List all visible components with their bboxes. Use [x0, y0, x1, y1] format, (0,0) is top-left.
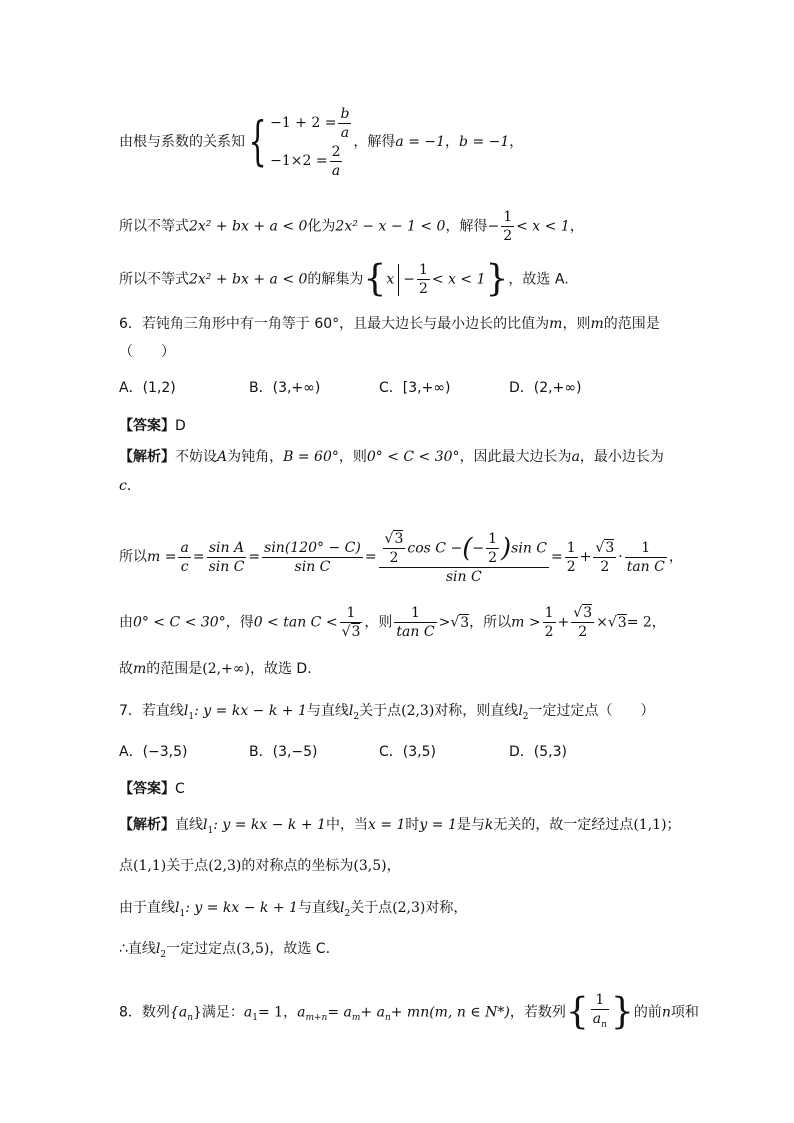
q8-stem: 8．数列$\{a_n\}$满足：$a_1= 1$，$a_{m+n}= a_m+ a_n+ mn(m$, n ∈ N*)，若数列{ $\frac{1}{a_n}$ }的前n项和 [119, 991, 699, 1033]
q6-formula-line: 所以m = $\frac{a}{c}$ = $\frac{\text{sin A}}{\text{sin C}}$ = $\frac{\sin(120^\circ - C)}{\text{sin C}}$ = $\frac{√3}{2}$ cos C −(− $\frac{1}{2}$ )sin C sin C = $\frac{1}{2}$ + $\frac{√3}{2}$ · $\frac{1}{\text{tan C}}$ ， [119, 528, 683, 586]
q6-option-d: D．(2,+∞) [509, 380, 582, 396]
q7-option-d: D．(5,3) [509, 744, 567, 760]
equation-2: −1×2 = $\frac{2}{a}$ [270, 143, 341, 179]
equation-1: −1 + 2 = $\frac{b}{a}$ [270, 105, 350, 141]
q7-analysis-3: 由于直线$l_1$: y = kx − k + 1与直线$l_2$关于点(2,3)对称， [119, 900, 468, 919]
vieta-intro: 由根与系数的关系知 [119, 134, 245, 150]
q6-option-a: A．(1,2) [119, 380, 176, 396]
q7-analysis-4: ∴直线$l_2$一定过定点(3,5)，故选 C. [119, 941, 331, 960]
q7-options [119, 742, 639, 762]
q6-conclusion: 故m的范围是(2,+∞)，故选 D. [119, 661, 312, 677]
q6-options [119, 378, 639, 398]
q6-analysis-1: 【解析】不妨设A为钝角，B = 60°，则0° < C < 30°，因此最大边长为a，最小边长为 [119, 449, 664, 465]
q7-answer: 【答案】C [119, 781, 185, 797]
q7-analysis-1: 【解析】直线$l_1$: y = kx − k + 1中，当x = 1时y = 1是与k无关的，故一定经过点(1,1)； [119, 817, 681, 836]
vieta-system-line: 由根与系数的关系知{ −1 + 2 = $\frac{b}{a}$ −1×2 = $\frac{2}{a}$ ，解得a = −1，b = −1， [119, 105, 524, 179]
q7-stem: 7．若直线$l_1$: y = kx − k + 1与直线$l_2$关于点(2,3)对称，则直线$l_2$一定过定点（ ） [119, 703, 655, 722]
q6-analysis-2: c． [119, 478, 141, 494]
system-brace: { [248, 112, 267, 172]
q6-option-c: C．[3,+∞) [379, 380, 451, 396]
q6-answer: 【答案】D [119, 418, 186, 434]
solution-set-line: 所以不等式2x² + bx + a < 0的解集为{x − $\frac{1}{2}$ < x < 1}，故选 A. [119, 258, 569, 300]
q7-option-b: B．(3,−5) [249, 744, 318, 760]
q6-range-line: 由0° < C < 30°，得0 < tan C < $\frac{1}{√3}$ ，则 $\frac{1}{\text{tan C}}$ >√3，所以m > $\frac{1}{2}$ + $\frac{√3}{2}$ ×√3= 2， [119, 605, 666, 640]
equation-system [270, 104, 353, 180]
q7-analysis-2: 点(1,1)关于点(2,3)的对称点的坐标为(3,5)， [119, 858, 401, 874]
q6-option-b: B．(3,+∞) [249, 380, 321, 396]
q7-option-a: A．(−3,5) [119, 744, 188, 760]
q7-option-c: C．(3,5) [379, 744, 436, 760]
q6-stem: 6．若钝角三角形中有一角等于 60°，且最大边长与最小边长的比值为m，则m的范围是 [119, 316, 660, 332]
inequality-transform-line: 所以不等式2x² + bx + a < 0化为2x² − x − 1 < 0，解得− $\frac{1}{2}$ < x < 1， [119, 209, 584, 244]
q6-paren: （ ） [119, 344, 175, 360]
